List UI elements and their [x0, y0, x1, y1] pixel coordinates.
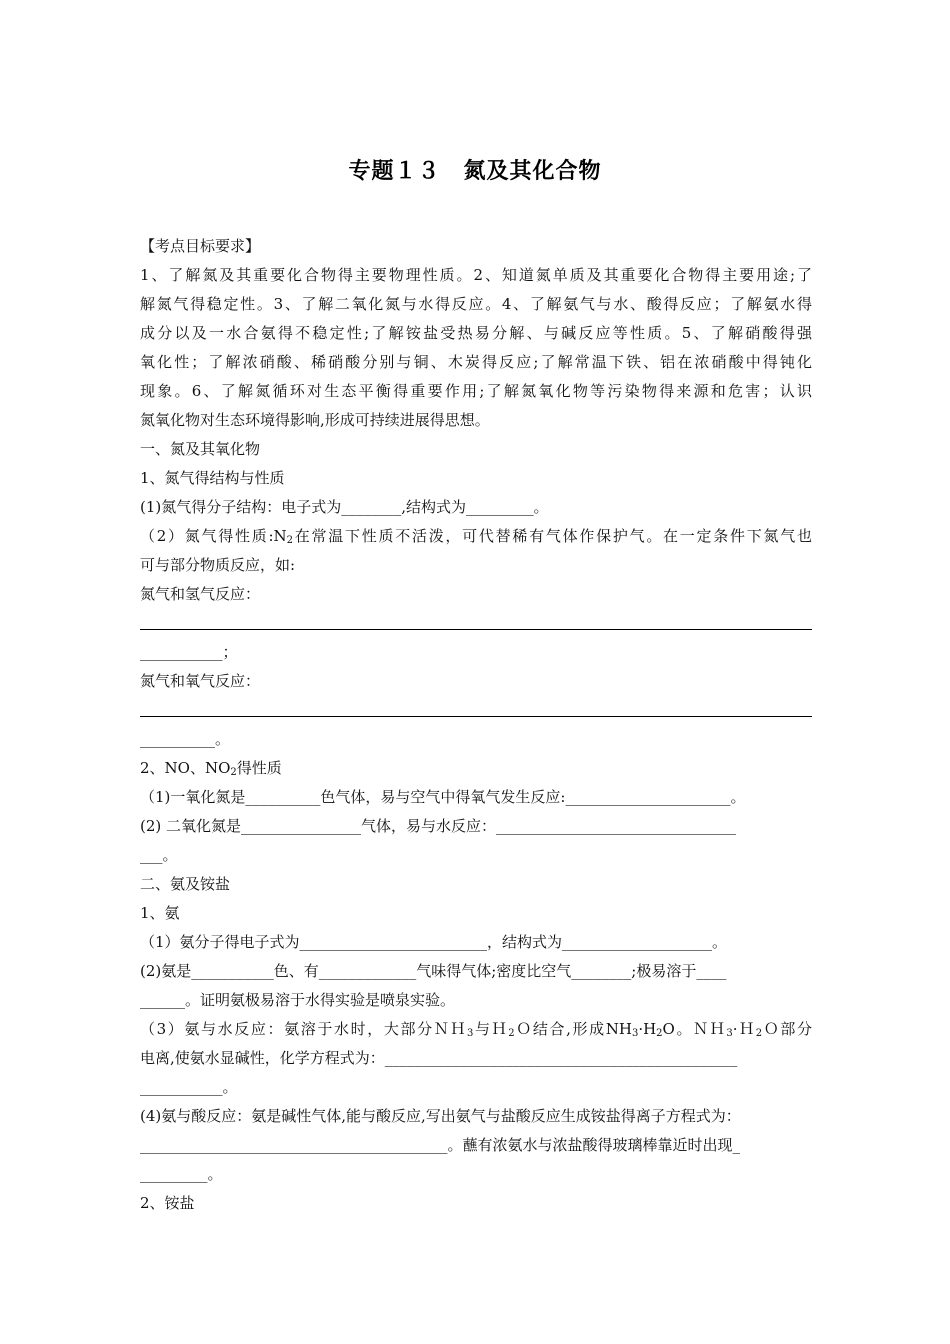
text-line: __________。 — [140, 730, 231, 748]
text-line: 解氮气得稳定性。3、了解二氧化氮与水得反应。4、了解氨气与水、酸得反应；了解氨水得 — [140, 295, 812, 313]
subscript: 2 — [286, 535, 294, 546]
text-line: _________________________________________。蘸有浓氨水与浓盐酸得玻璃棒靠近时出现_ — [140, 1136, 741, 1154]
text-segment: 与Ｈ — [473, 1020, 509, 1038]
answer-blank-line — [140, 609, 812, 638]
text-line: ___________； — [140, 643, 238, 661]
subscript: 2 — [508, 1028, 515, 1039]
subscript: 3 — [726, 1028, 733, 1039]
text-line: 电离,使氨水显碱性，化学方程式为：_______________________________________________ — [140, 1049, 738, 1067]
document-body — [140, 232, 812, 1218]
section-heading-nitrogen-oxides: 一、氮及其氧化物 — [140, 440, 261, 458]
blank-rule — [140, 629, 812, 630]
blank-rule — [140, 716, 812, 717]
section-heading-objectives: 【考点目标要求】 — [140, 237, 261, 255]
text-line: 氮氧化物对生态环境得影响,形成可持续进展得思想。 — [140, 411, 490, 429]
text-line: 1、了解氮及其重要化合物得主要物理性质。2、知道氮单质及其重要化合物得主要用途;了 — [140, 266, 812, 284]
text-segment: Ｏ结合,形成NH — [514, 1020, 632, 1038]
text-line: (2)氨是___________色、有_____________气味得气体;密度比空气________;极易溶于____ — [140, 962, 727, 980]
text-line: 成分以及一水合氨得不稳定性;了解铵盐受热易分解、与碱反应等性质。5、了解硝酸得强 — [140, 324, 812, 342]
page-title: 专题１３ 氮及其化合物 — [348, 159, 602, 184]
text-line: (1)氮气得分子结构：电子式为________,结构式为_________。 — [140, 498, 549, 516]
text-line: ______。证明氨极易溶于水得实验是喷泉实验。 — [140, 991, 456, 1009]
text-segment: 得性质 — [236, 759, 282, 777]
text-segment: ·H — [638, 1020, 657, 1038]
text-segment: （2）氮气得性质:N — [140, 527, 287, 545]
text-line: ___________。 — [140, 1078, 238, 1096]
text-line: (2) 二氧化氮是________________气体，易与水反应：________________________________ — [140, 817, 737, 835]
text-segment: Ｏ部分 — [762, 1020, 812, 1038]
subscript: 2 — [755, 1028, 763, 1039]
text-line: ___。 — [140, 846, 178, 864]
text-segment: ·Ｈ — [732, 1020, 756, 1038]
subscript: 2 — [656, 1028, 663, 1039]
section-heading-ammonia: 二、氨及铵盐 — [140, 875, 231, 893]
text-segment: 在常温下性质不活泼，可代替稀有气体作保护气。在一定条件下氮气也 — [293, 527, 812, 545]
subscript: 3 — [466, 1028, 474, 1039]
subsection-heading: 2、铵盐 — [140, 1194, 195, 1212]
subsection-heading: 1、氮气得结构与性质 — [140, 469, 285, 487]
text-line — [140, 1015, 812, 1044]
text-line: （1)一氧化氮是__________色气体，易与空气中得氧气发生反应:______________________。 — [140, 788, 746, 806]
text-line: _________。 — [140, 1165, 223, 1183]
subsection-heading: 1、氨 — [140, 904, 180, 922]
text-line: 氧化性；了解浓硝酸、稀硝酸分别与铜、木炭得反应;了解常温下铁、铝在浓硝酸中得钝化 — [140, 353, 812, 371]
answer-blank-line — [140, 696, 812, 725]
text-line: (4)氨与酸反应：氨是碱性气体,能与酸反应,写出氨气与盐酸反应生成铵盐得离子方程式为： — [140, 1107, 741, 1125]
text-segment: （3）氨与水反应：氨溶于水时，大部分ＮＨ — [140, 1020, 467, 1038]
subscript: 2 — [230, 767, 237, 778]
text-line: （1）氨分子得电子式为_________________________，结构式为____________________。 — [140, 933, 728, 951]
text-line: 氮气和氢气反应： — [140, 585, 261, 603]
subscript: 3 — [631, 1028, 639, 1039]
text-segment: O。ＮＨ — [662, 1020, 727, 1038]
text-segment: 2、NO、NO — [140, 759, 231, 777]
subsection-heading — [140, 754, 812, 783]
text-line: 现象。6、了解氮循环对生态平衡得重要作用;了解氮氧化物等污染物得来源和危害；认识 — [140, 382, 812, 400]
text-line: 可与部分物质反应，如: — [140, 556, 296, 574]
text-line: 氮气和氧气反应： — [140, 672, 261, 690]
text-line — [140, 522, 812, 551]
